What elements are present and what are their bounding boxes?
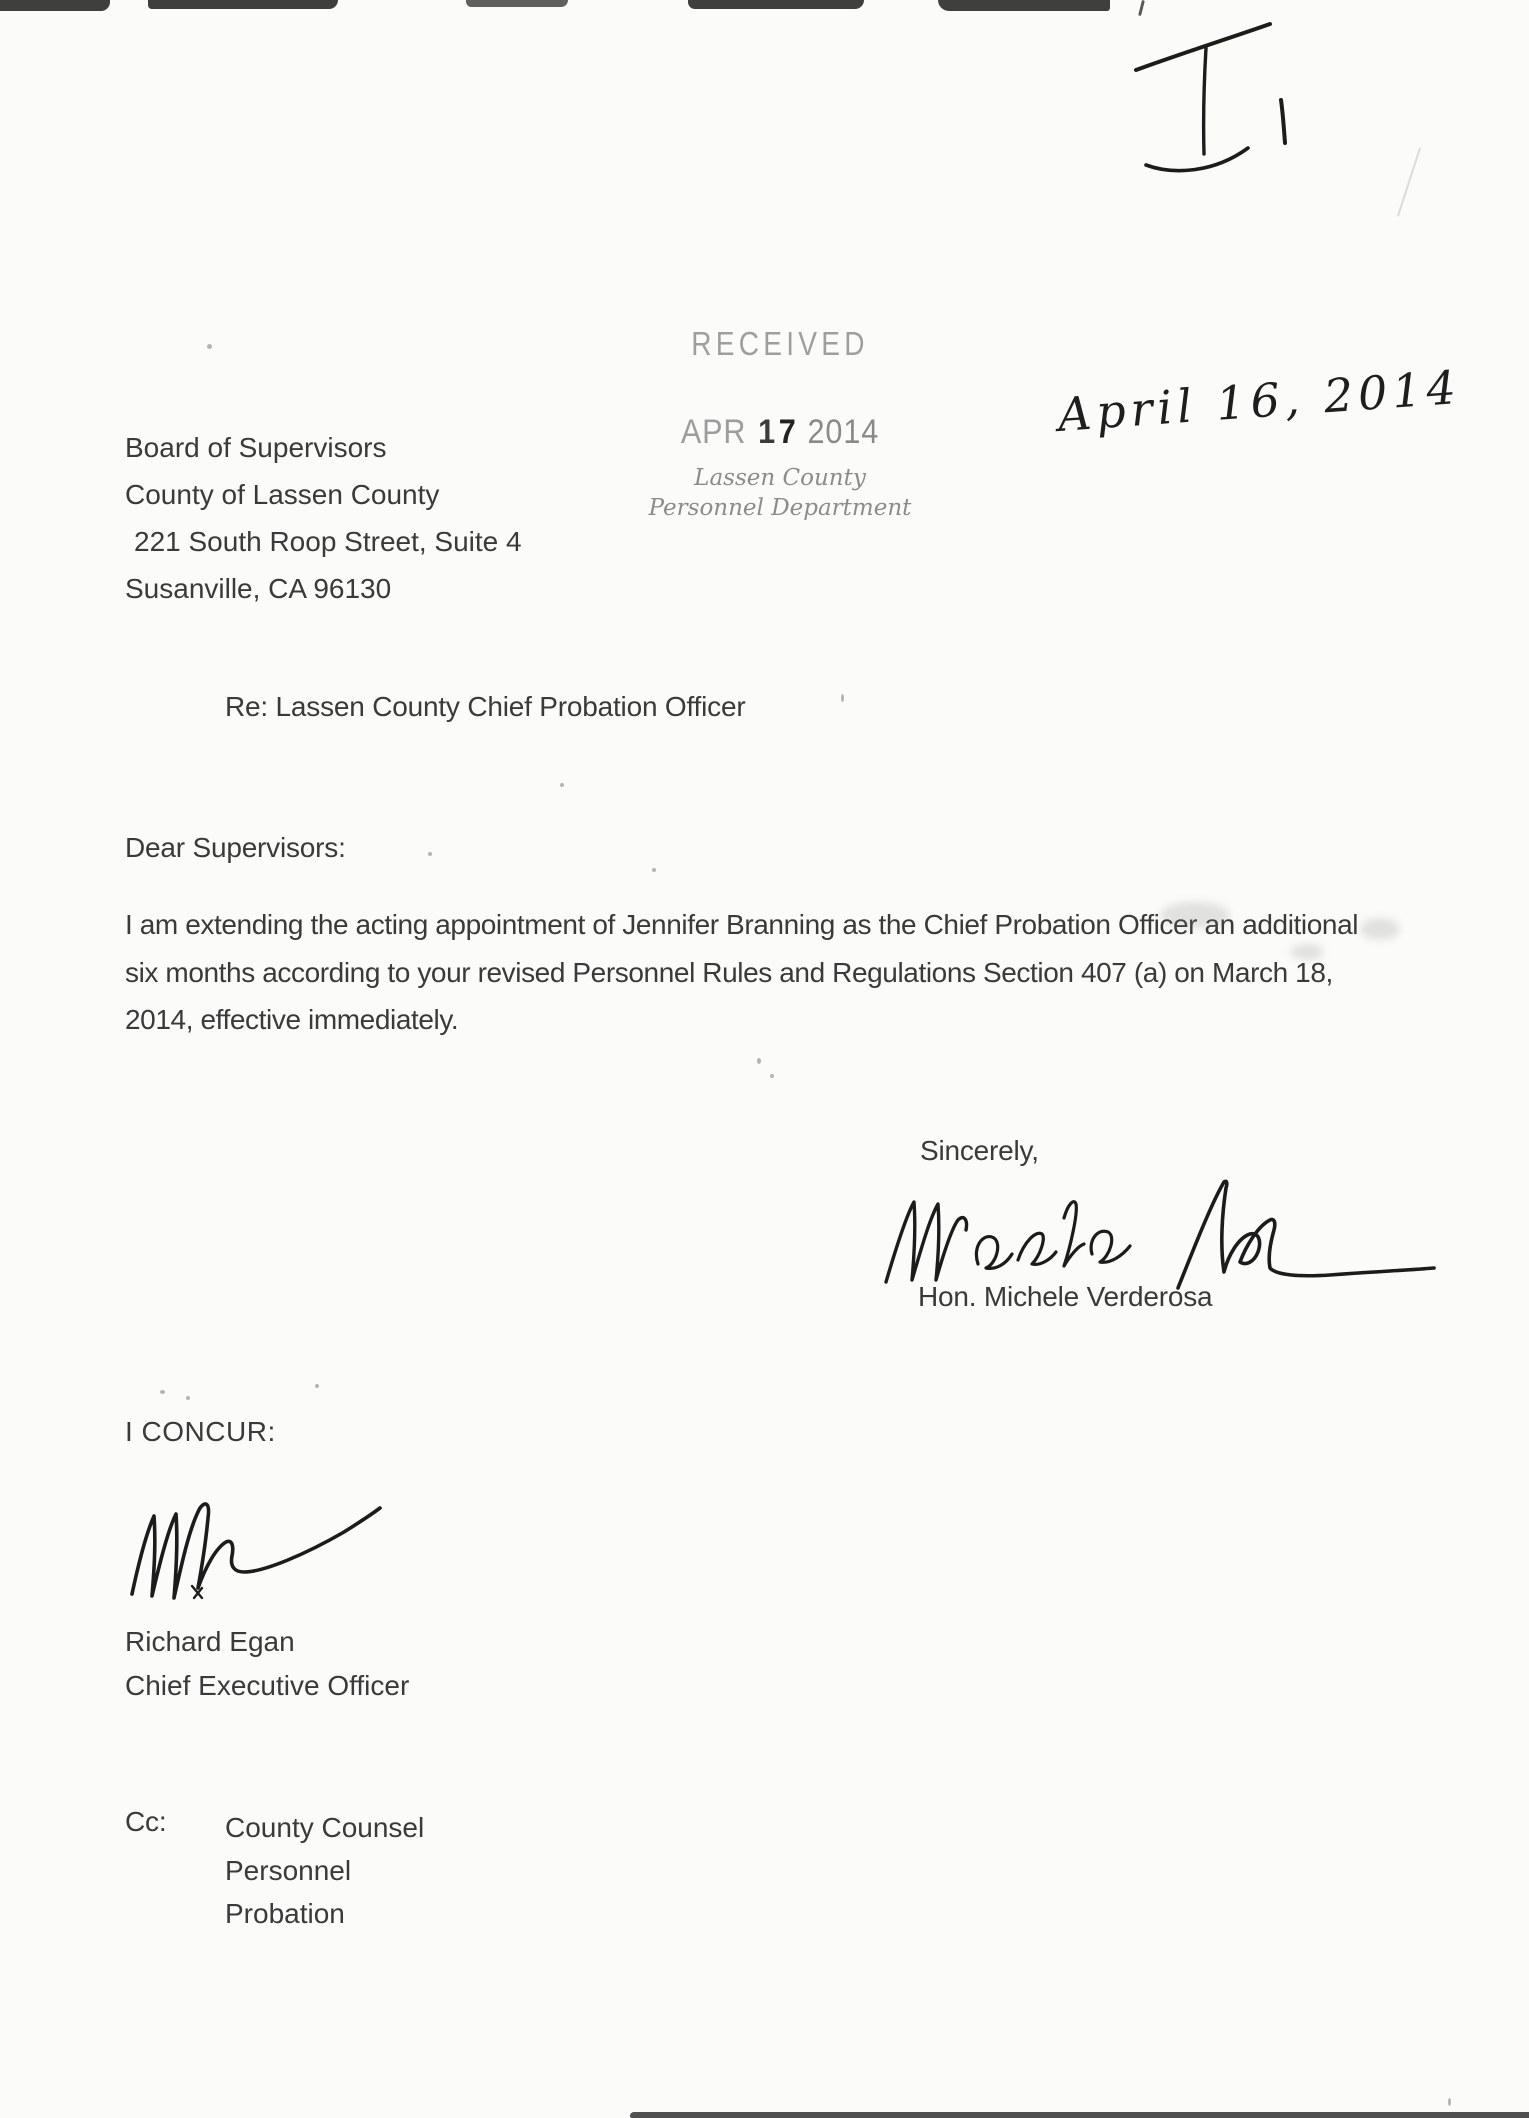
stamp-date bbox=[654, 413, 906, 452]
handwritten-date: April 16, 2014 bbox=[1056, 359, 1463, 442]
scan-speck bbox=[428, 852, 432, 856]
body-line: 2014, effective immediately. bbox=[125, 1004, 459, 1035]
handwritten-corner-mark bbox=[1118, 12, 1313, 182]
scan-speck bbox=[841, 694, 844, 702]
concur-signer-title: Chief Executive Officer bbox=[125, 1670, 410, 1701]
cc-label: Cc: bbox=[125, 1806, 167, 1837]
body-line: six months according to your revised Personnel Rules and Regulations Section 407 (a) on March 18, bbox=[125, 956, 1333, 988]
scan-blob bbox=[938, 0, 1110, 11]
scan-blob bbox=[148, 0, 338, 9]
scan-smudge bbox=[1360, 918, 1400, 940]
valediction: Sincerely, bbox=[920, 1135, 1039, 1166]
concur-label: I CONCUR: bbox=[125, 1416, 276, 1447]
egan-signature bbox=[122, 1492, 392, 1607]
scan-speck bbox=[652, 868, 656, 872]
concur-signer-block bbox=[125, 1620, 409, 1708]
cc-recipient: County Counsel bbox=[225, 1812, 425, 1843]
scan-blob bbox=[688, 0, 864, 9]
concur-signer-name: Richard Egan bbox=[125, 1626, 295, 1657]
stamp-org-line1: Lassen County bbox=[694, 465, 866, 491]
scan-speck bbox=[207, 344, 212, 349]
cc-recipient: Personnel bbox=[225, 1855, 352, 1886]
scan-speck bbox=[1448, 2098, 1451, 2106]
recipient-line: Susanville, CA 96130 bbox=[125, 573, 392, 604]
scan-edge-artifact-bottom bbox=[630, 2112, 1529, 2118]
cc-list bbox=[225, 1806, 424, 1935]
cc-recipient: Probation bbox=[225, 1898, 345, 1929]
recipient-line: County of Lassen County bbox=[125, 479, 440, 510]
signer-name: Hon. Michele Verderosa bbox=[918, 1281, 1213, 1312]
recipient-line: 221 South Roop Street, Suite 4 bbox=[134, 526, 522, 557]
scan-blob bbox=[466, 0, 568, 7]
recipient-line: Board of Supervisors bbox=[125, 432, 387, 463]
stamp-date-year: 2014 bbox=[807, 413, 880, 451]
scan-speck bbox=[160, 1390, 165, 1394]
scan-smudge bbox=[1160, 902, 1230, 928]
scan-speck bbox=[560, 783, 564, 787]
scan-scratch bbox=[1397, 147, 1421, 216]
scan-smudge bbox=[1290, 944, 1324, 960]
scan-speck bbox=[186, 1396, 190, 1400]
stamp-date-day2: 7 bbox=[778, 413, 797, 451]
stamp-received-word: RECEIVED bbox=[691, 325, 869, 362]
stamp-org-line2: Personnel Department bbox=[648, 495, 912, 521]
salutation: Dear Supervisors: bbox=[125, 832, 346, 863]
recipient-address bbox=[125, 424, 522, 612]
subject-line: Re: Lassen County Chief Probation Officer bbox=[225, 691, 746, 722]
scan-speck bbox=[315, 1384, 319, 1388]
stamp-date-month: APR bbox=[680, 413, 747, 451]
scan-speck bbox=[770, 1074, 774, 1078]
scan-blob bbox=[0, 0, 110, 11]
scan-speck bbox=[757, 1058, 761, 1064]
received-stamp bbox=[640, 325, 920, 521]
stamp-date-day1: 1 bbox=[758, 413, 777, 451]
body-line: I am extending the acting appointment of Jennifer Branning as the Chief Probation Officer an additional bbox=[125, 909, 1359, 940]
